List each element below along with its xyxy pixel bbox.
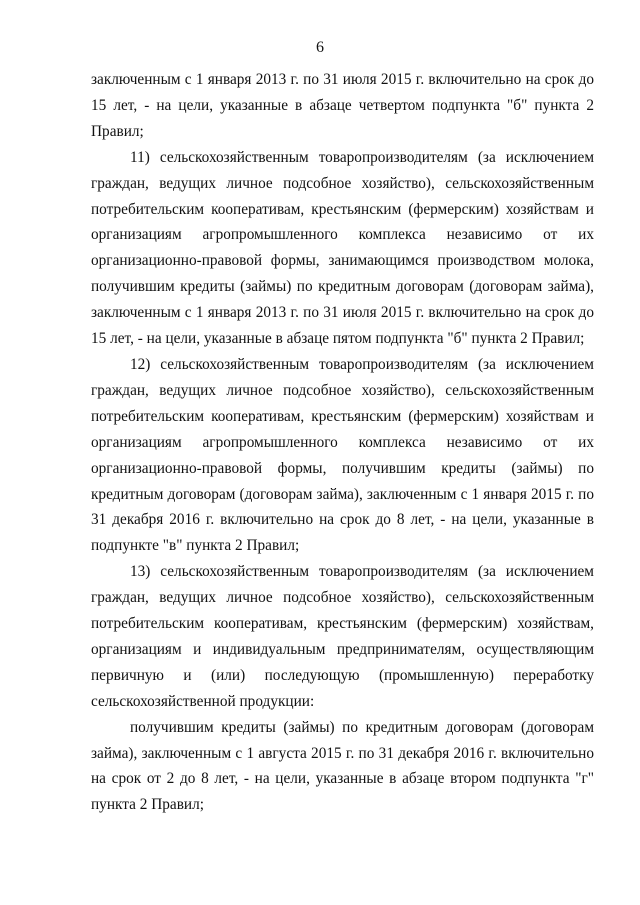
paragraph-item-11: 11) сельскохозяйственным товаропроизводителям (за исключением граждан, ведущих личное подсобное хозяйство), сельскохозяйственным потребительским кооперативам, крестьянским (фермерским) хозяйствам и организациям агропромышленного комплекса независимо от их организационно-правовой формы, занимающимся производством молока, получившим кредиты (займы) по кредитным договорам (договорам займа), заключенным с 1 января 2013 г. по 31 июля 2015 г. включительно на срок до 15 лет, - на цели, указанные в абзаце пятом подпункта "б" пункта 2 Правил;	[91, 148, 594, 348]
paragraph-item-13: 13) сельскохозяйственным товаропроизводителям (за исключением граждан, ведущих личное подсобное хозяйство), сельскохозяйственным потребительским кооперативам, крестьянским (фермерским) хозяйствам, организациям и индивидуальным предпринимателям, осуществляющим первичную и (или) последующую (промышленную) переработку сельскохозяйственной продукции:	[91, 563, 594, 710]
paragraph-item-12: 12) сельскохозяйственным товаропроизводителям (за исключением граждан, ведущих личное подсобное хозяйство), сельскохозяйственным потребительским кооперативам, крестьянским (фермерским) хозяйствам и организациям агропромышленного комплекса независимо от их организационно-правовой формы, получившим кредиты (займы) по кредитным договорам (договорам займа), заключенным с 1 января 2015 г. по 31 декабря 2016 г. включительно на срок до 8 лет, - на цели, указанные в подпункте "в" пункта 2 Правил;	[91, 355, 594, 555]
page-number: 6	[316, 39, 324, 56]
document-body	[91, 67, 594, 818]
paragraph-continuation: заключенным с 1 января 2013 г. по 31 июля 2015 г. включительно на срок до 15 лет, - на цели, указанные в абзаце четвертом подпункта "б" пункта 2 Правил;	[91, 71, 594, 140]
paragraph-item-13-subclause: получившим кредиты (займы) по кредитным договорам (договорам займа), заключенным с 1 августа 2015 г. по 31 декабря 2016 г. включительно на срок от 2 до 8 лет, - на цели, указанные в абзаце втором подпункта "г" пункта 2 Правил;	[91, 718, 594, 814]
